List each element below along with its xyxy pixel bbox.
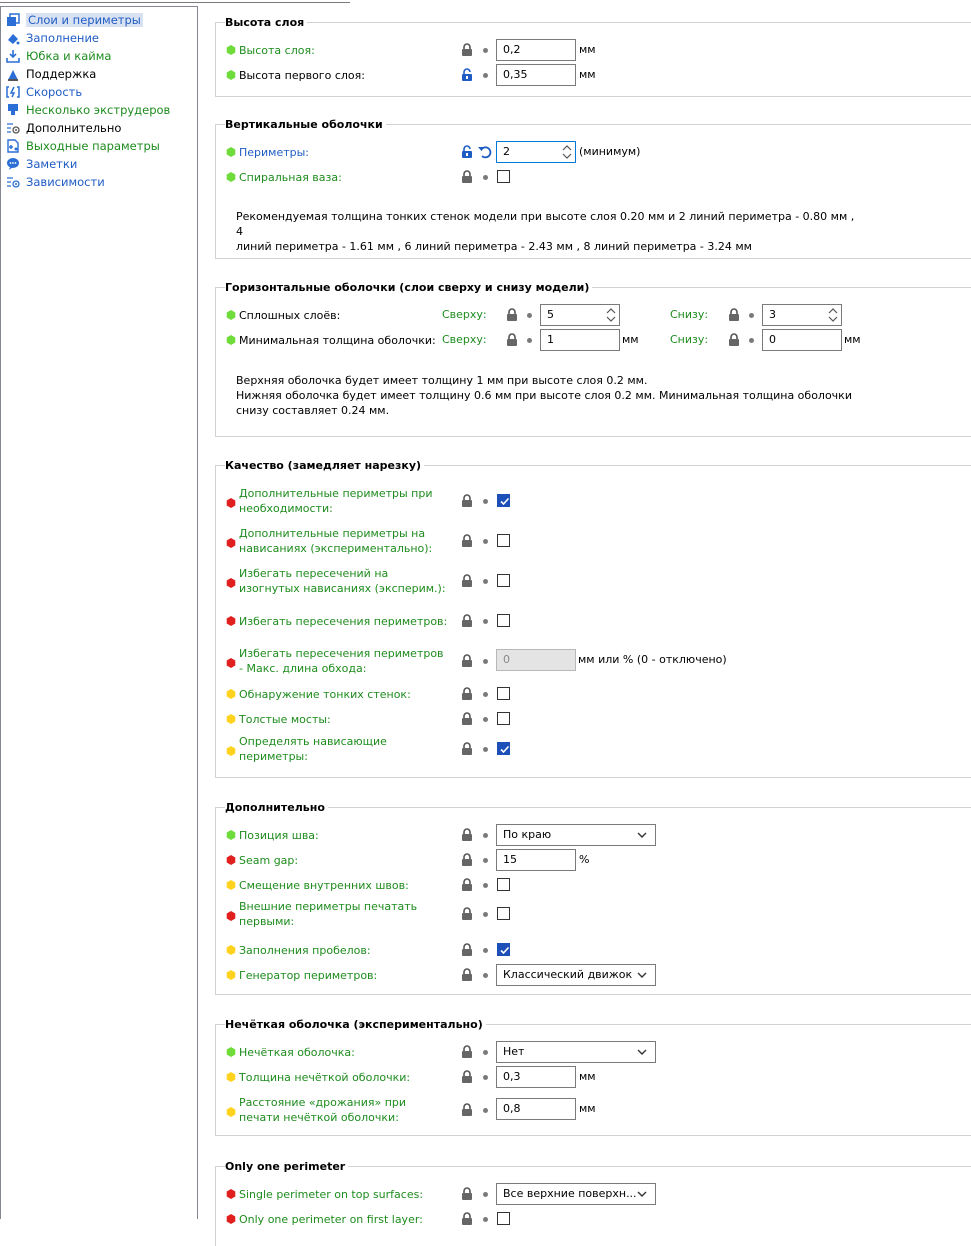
- perimeter-generator-select[interactable]: [496, 964, 656, 986]
- setting-label: Обнаружение тонких стенок:: [239, 688, 411, 701]
- setting-row-first-layer-height: [216, 64, 971, 86]
- simple-mode-bullet-icon: [226, 172, 236, 182]
- setting-row-seam-position: [216, 824, 971, 846]
- setting-row-layer-height: [216, 39, 971, 61]
- section-vertical-shells: [215, 118, 971, 259]
- spin-arrows-icon[interactable]: [561, 143, 573, 161]
- section-quality: [215, 459, 971, 778]
- single-perimeter-top-select[interactable]: [496, 1183, 656, 1205]
- first-layer-height-input[interactable]: 0,35: [496, 64, 576, 86]
- setting-label: Определять нависающие периметры:: [239, 735, 387, 763]
- reset-dot-icon[interactable]: [483, 833, 488, 838]
- lock-icon[interactable]: [461, 712, 473, 726]
- unit-label: мм: [622, 333, 639, 346]
- lock-icon[interactable]: [461, 614, 473, 628]
- reset-dot-icon[interactable]: [483, 1192, 488, 1197]
- unit-label: мм или % (0 - отключено): [578, 653, 727, 666]
- expert-mode-bullet-icon: [226, 1214, 236, 1224]
- sidebar-item-advanced[interactable]: [5, 119, 125, 136]
- setting-row-fuzzy-skin: [216, 1041, 971, 1063]
- select-value: Нет: [503, 1045, 525, 1058]
- section-title: Only one perimeter: [225, 1160, 348, 1173]
- reset-dot-icon[interactable]: [483, 619, 488, 624]
- setting-label: Only one perimeter on first layer:: [239, 1213, 423, 1226]
- chevron-down-icon: [637, 1190, 647, 1198]
- advanced-mode-bullet-icon: [226, 1107, 236, 1117]
- top-sublabel: Сверху:: [442, 333, 487, 346]
- unit-label: (минимум): [579, 145, 641, 158]
- bottom-min-thickness-input[interactable]: 0: [762, 329, 842, 351]
- reset-dot-icon[interactable]: [483, 747, 488, 752]
- lock-icon[interactable]: [461, 687, 473, 701]
- setting-row-solid-layers: [216, 304, 971, 326]
- unit-label: мм: [579, 43, 596, 56]
- setting-row-perimeter-generator: [216, 964, 971, 986]
- notes-icon: [5, 156, 21, 172]
- sidebar-item-notes[interactable]: [5, 155, 81, 172]
- expert-mode-bullet-icon: [226, 578, 236, 588]
- chevron-down-icon: [637, 831, 647, 839]
- bottom-solid-layers-spinbox[interactable]: [762, 304, 842, 326]
- setting-label: Толстые мосты:: [239, 713, 331, 726]
- reset-dot-icon[interactable]: [527, 338, 532, 343]
- setting-label: Высота слоя:: [239, 44, 315, 57]
- unit-label: мм: [579, 1070, 596, 1083]
- unlocked-icon[interactable]: [461, 145, 473, 159]
- spin-arrows-icon[interactable]: [605, 306, 617, 324]
- lock-icon[interactable]: [728, 308, 740, 322]
- setting-label: Спиральная ваза:: [239, 171, 342, 184]
- reset-dot-icon[interactable]: [527, 313, 532, 318]
- sidebar-item-label: Дополнительно: [26, 120, 122, 135]
- sidebar-item-label: Поддержка: [26, 66, 97, 81]
- reset-dot-icon[interactable]: [483, 48, 488, 53]
- lock-icon[interactable]: [461, 1103, 473, 1117]
- sidebar-item-output-options[interactable]: [5, 137, 164, 154]
- expert-mode-bullet-icon: [226, 911, 236, 921]
- sidebar-item-dependencies[interactable]: [5, 173, 109, 190]
- setting-label: Seam gap:: [239, 854, 299, 867]
- window-top-edge: [0, 0, 350, 3]
- setting-row-min-shell-thickness: [216, 329, 971, 351]
- setting-label: Расстояние «дрожания» при печати нечёткой оболочки:: [239, 1096, 407, 1124]
- advanced-gear-icon: [5, 120, 21, 136]
- reset-dot-icon[interactable]: [483, 948, 488, 953]
- extra-perimeters-overhangs-checkbox[interactable]: [497, 534, 510, 547]
- setting-row-avoid-crossing-curled-overhangs: [216, 568, 971, 598]
- advanced-mode-bullet-icon: [226, 1072, 236, 1082]
- section-title: Высота слоя: [225, 16, 307, 29]
- lock-icon[interactable]: [461, 968, 473, 982]
- section-title: Вертикальные оболочки: [225, 118, 386, 131]
- setting-label: Дополнительные периметры при необходимости:: [239, 487, 433, 515]
- setting-row-thick-bridges: [216, 708, 971, 730]
- chevron-down-icon: [637, 1048, 647, 1056]
- select-value: По краю: [503, 828, 552, 841]
- spin-arrows-icon[interactable]: [827, 306, 839, 324]
- sidebar-item-label: Слои и периметры: [28, 12, 141, 27]
- unlocked-icon[interactable]: [461, 68, 473, 82]
- lock-icon[interactable]: [461, 494, 473, 508]
- sidebar-item-multiple-extruders[interactable]: [5, 101, 174, 118]
- unit-label: мм: [579, 1102, 596, 1115]
- dependencies-icon: [5, 174, 21, 190]
- top-solid-layers-spinbox[interactable]: [540, 304, 620, 326]
- setting-row-extra-perimeters-overhangs: [216, 528, 971, 558]
- layers-icon: [5, 12, 21, 28]
- spinbox-value: 3: [769, 308, 776, 321]
- section-title: Горизонтальные оболочки (слои сверху и снизу модели): [225, 281, 592, 294]
- expert-mode-bullet-icon: [226, 658, 236, 668]
- section-layer-height: [215, 16, 971, 97]
- perimeter-thickness-note: Рекомендуемая толщина тонких стенок модели при высоте слоя 0.20 мм и 2 линий периметра - 0.80 мм , 4 линий периметра - 1.61 мм , 6 линий периметра - 2.43 мм , 8 линий периметра - 3.24 мм: [236, 210, 855, 253]
- reset-dot-icon[interactable]: [483, 973, 488, 978]
- overhang-perimeters-checkbox[interactable]: [497, 742, 510, 755]
- advanced-mode-bullet-icon: [226, 880, 236, 890]
- output-icon: [5, 138, 21, 154]
- lock-icon[interactable]: [461, 170, 473, 184]
- unit-label: мм: [844, 333, 861, 346]
- reset-dot-icon[interactable]: [483, 175, 488, 180]
- advanced-mode-bullet-icon: [226, 945, 236, 955]
- setting-label: Смещение внутренних швов:: [239, 879, 409, 892]
- sidebar-item-label: Заполнение: [26, 30, 99, 45]
- setting-label: Single perimeter on top surfaces:: [239, 1188, 424, 1201]
- lock-icon[interactable]: [506, 333, 518, 347]
- reset-dot-icon[interactable]: [749, 313, 754, 318]
- sidebar-item-support[interactable]: [5, 65, 100, 82]
- skirt-icon: [5, 48, 21, 64]
- simple-mode-bullet-icon: [226, 310, 236, 320]
- lock-icon[interactable]: [461, 853, 473, 867]
- shell-thickness-note: Верхняя оболочка будет имеет толщину 1 мм при высоте слоя 0.2 мм. Нижняя оболочка будет имеет толщину 0.6 мм при высоте слоя 0.2 мм. Минимальная толщина оболочки снизу составляет 0.24 мм.: [236, 374, 852, 417]
- sidebar-item-label: Выходные параметры: [26, 138, 160, 153]
- lock-icon[interactable]: [461, 828, 473, 842]
- gap-fill-checkbox[interactable]: [497, 943, 510, 956]
- setting-label: Толщина нечёткой оболочки:: [239, 1071, 411, 1084]
- setting-label: Избегать пересечения периметров - Макс. длина обхода:: [239, 647, 444, 675]
- setting-row-staggered-inner-seams: [216, 874, 971, 896]
- simple-mode-bullet-icon: [226, 70, 236, 80]
- reset-dot-icon[interactable]: [483, 539, 488, 544]
- setting-row-only-one-perimeter-first-layer: [216, 1208, 971, 1230]
- expert-mode-bullet-icon: [226, 855, 236, 865]
- lock-icon[interactable]: [728, 333, 740, 347]
- reset-dot-icon[interactable]: [483, 692, 488, 697]
- external-perimeters-first-checkbox[interactable]: [497, 907, 510, 920]
- section-fuzzy-skin: [215, 1018, 971, 1136]
- lock-icon[interactable]: [461, 574, 473, 588]
- reset-dot-icon[interactable]: [483, 659, 488, 664]
- seam-gap-input[interactable]: 15: [496, 849, 576, 871]
- reset-dot-icon[interactable]: [483, 579, 488, 584]
- unit-label: %: [579, 853, 590, 866]
- lock-icon[interactable]: [461, 43, 473, 57]
- reset-dot-icon[interactable]: [749, 338, 754, 343]
- setting-label: Избегать пересечения периметров:: [239, 615, 448, 628]
- reset-dot-icon[interactable]: [483, 73, 488, 78]
- setting-row-seam-gap: [216, 849, 971, 871]
- setting-label: Позиция шва:: [239, 829, 319, 842]
- sidebar-item-infill[interactable]: [5, 29, 103, 46]
- setting-row-thin-walls: [216, 683, 971, 705]
- top-min-thickness-input[interactable]: 1: [540, 329, 620, 351]
- setting-row-spiral-vase: [216, 166, 971, 188]
- reset-dot-icon[interactable]: [483, 1217, 488, 1222]
- expert-mode-bullet-icon: [226, 538, 236, 548]
- sidebar-item-layers-perimeters[interactable]: [5, 11, 147, 28]
- expert-mode-bullet-icon: [226, 498, 236, 508]
- setting-row-gap-fill: [216, 939, 971, 961]
- reset-dot-icon[interactable]: [483, 1108, 488, 1113]
- section-title: Дополнительно: [225, 801, 328, 814]
- sidebar-item-label: Несколько экструдеров: [26, 102, 171, 117]
- setting-label: Нечёткая оболочка:: [239, 1046, 355, 1059]
- select-value: Все верхние поверхн...: [503, 1187, 637, 1200]
- setting-label: Внешние периметры печатать первыми:: [239, 900, 418, 928]
- sidebar-item-label: Зависимости: [26, 174, 105, 189]
- expert-mode-bullet-icon: [226, 616, 236, 626]
- advanced-mode-bullet-icon: [226, 970, 236, 980]
- max-detour-input[interactable]: 0: [496, 649, 576, 671]
- setting-label: Генератор периметров:: [239, 969, 378, 982]
- reset-dot-icon[interactable]: [483, 717, 488, 722]
- setting-label: Минимальная толщина оболочки:: [239, 334, 436, 347]
- perimeters-spinbox[interactable]: [496, 141, 576, 163]
- lock-icon[interactable]: [461, 1212, 473, 1226]
- lock-icon[interactable]: [461, 1070, 473, 1084]
- section-only-one-perimeter: [215, 1160, 971, 1246]
- reset-dot-icon[interactable]: [483, 883, 488, 888]
- setting-row-avoid-crossing-max-detour: [216, 648, 971, 678]
- staggered-inner-seams-checkbox[interactable]: [497, 878, 510, 891]
- lock-icon[interactable]: [461, 742, 473, 756]
- setting-row-avoid-crossing-perimeters: [216, 610, 971, 632]
- expert-mode-bullet-icon: [226, 1189, 236, 1199]
- thin-walls-checkbox[interactable]: [497, 687, 510, 700]
- fuzzy-skin-point-distance-input[interactable]: 0,8: [496, 1098, 576, 1120]
- reset-dot-icon[interactable]: [483, 912, 488, 917]
- avoid-crossing-perimeters-checkbox[interactable]: [497, 614, 510, 627]
- lock-icon[interactable]: [461, 878, 473, 892]
- lock-icon[interactable]: [461, 1045, 473, 1059]
- setting-label: Высота первого слоя:: [239, 69, 365, 82]
- chevron-down-icon: [637, 971, 647, 979]
- setting-label: Дополнительные периметры на нависаниях (экспериментально):: [239, 527, 433, 555]
- bottom-sublabel: Снизу:: [670, 308, 709, 321]
- simple-mode-bullet-icon: [226, 45, 236, 55]
- lock-icon[interactable]: [461, 654, 473, 668]
- speed-icon: [5, 84, 21, 100]
- select-value: Классический движок: [503, 968, 633, 981]
- setting-label: Избегать пересечений на изогнутых нависаниях (эксперим.):: [239, 567, 446, 595]
- fuzzy-skin-thickness-input[interactable]: 0,3: [496, 1066, 576, 1088]
- extra-perimeters-checkbox[interactable]: [497, 494, 510, 507]
- spinbox-value: 2: [503, 145, 510, 158]
- fuzzy-skin-select[interactable]: [496, 1041, 656, 1063]
- simple-mode-bullet-icon: [226, 1047, 236, 1057]
- setting-row-external-perimeters-first: [216, 901, 971, 931]
- section-horizontal-shells: [215, 281, 971, 437]
- seam-position-select[interactable]: [496, 824, 656, 846]
- sidebar-item-speed[interactable]: [5, 83, 86, 100]
- simple-mode-bullet-icon: [226, 335, 236, 345]
- lock-icon[interactable]: [461, 1187, 473, 1201]
- sidebar-item-label: Скорость: [26, 84, 83, 99]
- setting-row-extra-perimeters: [216, 488, 971, 518]
- setting-label: Сплошных слоёв:: [239, 309, 341, 322]
- lock-icon[interactable]: [506, 308, 518, 322]
- section-title: Нечёткая оболочка (экспериментально): [225, 1018, 486, 1031]
- simple-mode-bullet-icon: [226, 830, 236, 840]
- reset-dot-icon[interactable]: [483, 858, 488, 863]
- sidebar-item-label: Юбка и кайма: [26, 48, 112, 63]
- extruder-icon: [5, 102, 21, 118]
- lock-icon[interactable]: [461, 943, 473, 957]
- sidebar-item-skirt-brim[interactable]: [5, 47, 115, 64]
- setting-label: Заполнения пробелов:: [239, 944, 371, 957]
- bottom-sublabel: Снизу:: [670, 333, 709, 346]
- unit-label: мм: [579, 68, 596, 81]
- setting-row-fuzzy-skin-thickness: [216, 1066, 971, 1088]
- top-sublabel: Сверху:: [442, 308, 487, 321]
- section-title: Качество (замедляет нарезку): [225, 459, 424, 472]
- spiral-vase-checkbox[interactable]: [497, 170, 510, 183]
- reset-dot-icon[interactable]: [483, 499, 488, 504]
- setting-row-overhang-perimeters: [216, 736, 971, 766]
- undo-arrow-icon[interactable]: [477, 144, 493, 160]
- avoid-crossing-curled-overhangs-checkbox[interactable]: [497, 574, 510, 587]
- support-icon: [5, 66, 21, 82]
- reset-dot-icon[interactable]: [483, 1050, 488, 1055]
- setting-label: Периметры:: [239, 146, 310, 159]
- lock-icon[interactable]: [461, 907, 473, 921]
- settings-page-list[interactable]: [0, 6, 198, 1219]
- advanced-mode-bullet-icon: [226, 746, 236, 756]
- thick-bridges-checkbox[interactable]: [497, 712, 510, 725]
- sidebar-item-label: Заметки: [26, 156, 78, 171]
- reset-dot-icon[interactable]: [483, 1075, 488, 1080]
- lock-icon[interactable]: [461, 534, 473, 548]
- advanced-mode-bullet-icon: [226, 689, 236, 699]
- infill-icon: [5, 30, 21, 46]
- setting-row-perimeters: [216, 141, 971, 163]
- advanced-mode-bullet-icon: [226, 714, 236, 724]
- setting-row-single-perimeter-top: [216, 1183, 971, 1205]
- section-advanced: [215, 801, 971, 995]
- layer-height-input[interactable]: 0,2: [496, 39, 576, 61]
- spinbox-value: 5: [547, 308, 554, 321]
- simple-mode-bullet-icon: [226, 147, 236, 157]
- setting-row-fuzzy-skin-point-distance: [216, 1097, 971, 1127]
